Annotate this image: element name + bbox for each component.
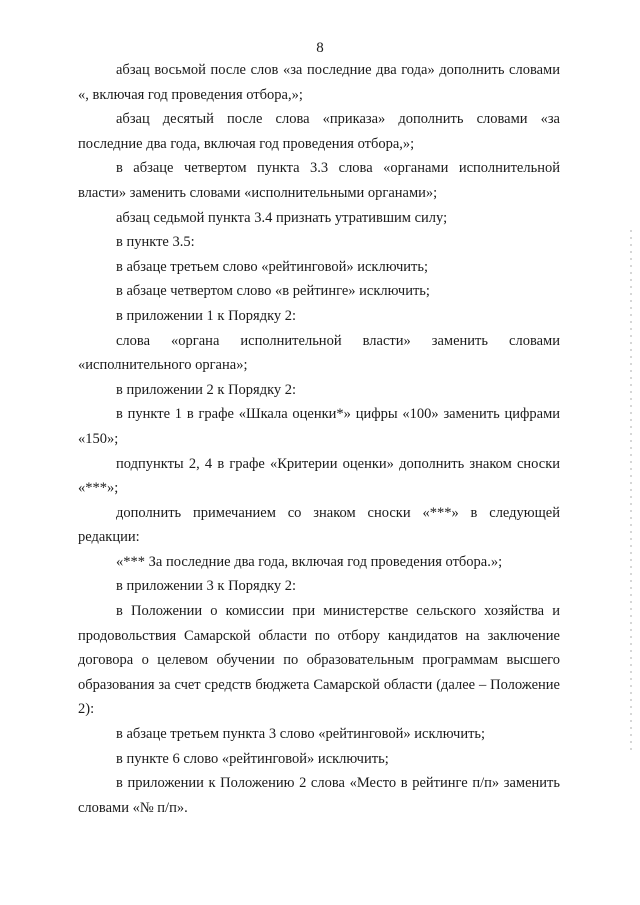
- paragraph: абзац восьмой после слов «за последние два года» дополнить словами «, включая год проведения отбора,»;: [78, 62, 560, 103]
- paragraph: в пункте 6 слово «рейтинговой» исключить;: [116, 750, 389, 767]
- paragraph: «*** За последние два года, включая год проведения отбора.»;: [116, 553, 503, 570]
- paragraph: абзац десятый после слова «приказа» дополнить словами «за последние два года, включая год проведения отбора,»;: [78, 111, 560, 152]
- paragraph: в приложении 2 к Порядку 2:: [116, 381, 297, 398]
- paragraph: в Положении о комиссии при министерстве сельского хозяйства и продовольствия Самарской области по отбору кандидатов на заключение договора о целевом обучении по образовательным программам высшего образования за счет средств бюджета Самарской области (далее – Положение 2):: [78, 603, 560, 718]
- paragraph: подпункты 2, 4 в графе «Критерии оценки» дополнить знаком сноски «***»;: [78, 455, 560, 497]
- paragraph: дополнить примечанием со знаком сноски «***» в следующей редакции:: [78, 504, 560, 546]
- page-number: 8: [316, 40, 324, 56]
- paragraph: в абзаце третьем пункта 3 слово «рейтинговой» исключить;: [116, 726, 486, 743]
- paragraph: в приложении 1 к Порядку 2:: [116, 307, 297, 324]
- paragraph: в абзаце четвертом пункта 3.3 слова «органами исполнительной власти» заменить словами «исполнительными органами»;: [78, 160, 560, 201]
- paragraph: в пункте 1 в графе «Шкала оценки*» цифры «100» заменить цифрами «150»;: [78, 406, 560, 447]
- scan-margin-mark: [630, 230, 632, 750]
- paragraph: в абзаце третьем слово «рейтинговой» исключить;: [116, 258, 429, 275]
- paragraph: абзац седьмой пункта 3.4 признать утратившим силу;: [116, 209, 448, 226]
- document-body: [78, 58, 560, 820]
- paragraph: в абзаце четвертом слово «в рейтинге» исключить;: [116, 283, 430, 300]
- paragraph: в приложении 3 к Порядку 2:: [116, 578, 297, 595]
- paragraph: в пункте 3.5:: [116, 234, 195, 251]
- paragraph: слова «органа исполнительной власти» заменить словами «исполнительного органа»;: [78, 332, 560, 374]
- paragraph: в приложении к Положению 2 слова «Место в рейтинге п/п» заменить словами «№ п/п».: [78, 775, 560, 816]
